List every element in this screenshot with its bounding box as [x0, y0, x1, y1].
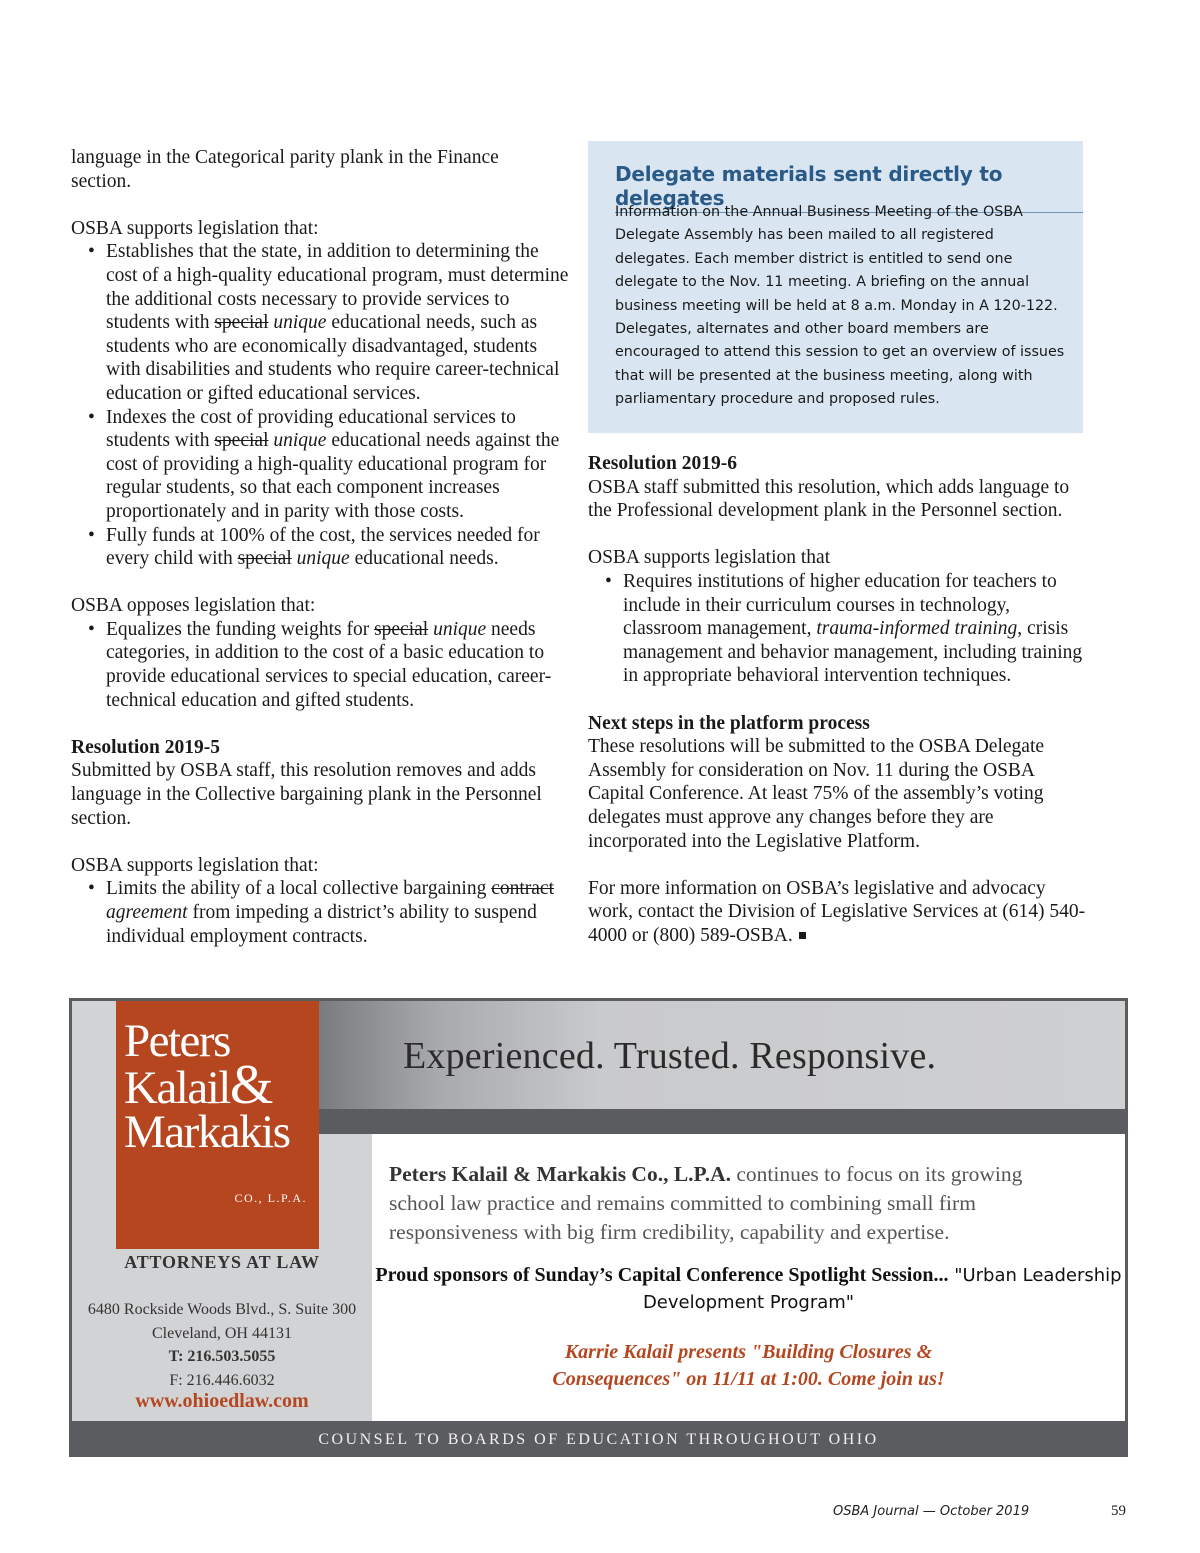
bullet-text: educational needs.: [349, 548, 499, 570]
inserted-word: unique: [296, 548, 350, 570]
logo-ampersand: &: [229, 1054, 272, 1116]
opposes-list: [71, 618, 569, 712]
left-column: [71, 146, 569, 948]
bullet-text: needs categories, in addition to the cost of a basic education to provide educational services to special education, career-technical education and gifted students.: [106, 618, 552, 711]
fax-number: F: 216.446.6032: [169, 1371, 275, 1389]
inserted-word: agreement: [106, 902, 188, 923]
ad-stripe: [319, 1109, 1125, 1134]
ad-footer-banner: COUNSEL TO BOARDS OF EDUCATION THROUGHOUT OHIO: [318, 1431, 879, 1448]
delegate-materials-sidebar: [588, 141, 1083, 433]
resolution-5-body: Submitted by OSBA staff, this resolution removes and adds language in the Collective bargaining plank in the Personnel section.: [71, 760, 542, 829]
resolution-5-list: [71, 877, 569, 948]
intro-text: [71, 146, 569, 193]
intro-line-1: language in the Categorical parity plank in the Finance: [71, 147, 499, 168]
inserted-word: unique: [433, 618, 487, 640]
bullet-text: Indexes the cost of providing educational services to students with: [106, 406, 516, 452]
firm-name: Peters Kalail & Markakis Co., L.P.A.: [389, 1162, 731, 1186]
struck-word: special: [214, 312, 269, 334]
list-item: [106, 406, 569, 524]
event-line: Karrie Kalail presents "Building Closures &: [564, 1341, 933, 1363]
list-item: [106, 618, 569, 712]
logo-line: Markakis: [124, 1106, 290, 1158]
bullet-text: from impeding a district’s ability to suspend individual employment contracts.: [106, 902, 537, 947]
intro-rest: continues to focus on its growing school law practice and remains committed to combining small firm responsiveness with big firm credibility, capability and expertise.: [389, 1162, 1023, 1244]
bullet-text: educational needs against the cost of providing a high-quality educational program for regular students, so that each component increases proportionately and in parity with those costs.: [106, 430, 560, 522]
list-item: [106, 240, 569, 405]
page-number: 59: [1111, 1503, 1126, 1519]
struck-word: special: [214, 430, 269, 452]
resolution-6-list: [588, 570, 1088, 688]
firm-logo: [116, 1001, 319, 1249]
sponsor-program: "Urban Leadership Development Program": [642, 1265, 1122, 1313]
address-line: Cleveland, OH 44131: [152, 1324, 292, 1342]
contact-text: [588, 877, 1088, 948]
list-item: [106, 524, 569, 571]
event-announcement: [372, 1339, 1125, 1393]
bullet-text: Equalizes the funding weights for: [106, 618, 375, 640]
supports-list: [71, 240, 569, 570]
list-item: [623, 570, 1088, 688]
resolution-5-supports-heading: OSBA supports legislation that:: [71, 854, 319, 876]
logo-wordmark: [124, 1015, 290, 1158]
bullet-text: , crisis management and behavior management, including training in appropriate behavioral intervention techniques.: [623, 618, 1083, 687]
bullet-text: Fully funds at 100% of the cost, the services needed for every child with: [106, 524, 540, 570]
event-line: Consequences" on 11/11 at 1:00. Come join us!: [552, 1368, 945, 1390]
struck-word: contract: [491, 878, 554, 900]
resolution-6-supports-heading: OSBA supports legislation that: [588, 547, 831, 569]
logo-subtitle: CO., L.P.A.: [234, 1191, 307, 1205]
phone-number: T: 216.503.5055: [168, 1348, 276, 1365]
resolution-6-title: Resolution 2019-6: [588, 453, 737, 474]
right-column: [588, 452, 1088, 947]
contact-sentence: For more information on OSBA’s legislative and advocacy work, contact the Division of Legislative Services at (614) 540-4000 or (800) 589-OSBA.: [588, 877, 1086, 946]
resolution-5-title: Resolution 2019-5: [71, 736, 220, 758]
struck-word: special: [374, 618, 429, 640]
sponsor-bold: Proud sponsors of Sunday’s Capital Conference Spotlight Session...: [375, 1264, 949, 1286]
intro-line-2: section.: [71, 170, 132, 192]
opposes-heading: OSBA opposes legislation that:: [71, 595, 316, 617]
firm-address: [72, 1298, 372, 1392]
bullet-text: Limits the ability of a local collective bargaining: [106, 878, 492, 900]
sidebar-title: Delegate materials sent directly to delegates: [615, 162, 1083, 213]
attorneys-label: ATTORNEYS AT LAW: [124, 1252, 320, 1272]
sponsor-text: [372, 1262, 1125, 1316]
firm-website-link[interactable]: www.ohioedlaw.com: [135, 1390, 309, 1412]
struck-word: special: [237, 548, 292, 570]
inserted-word: trauma-informed training: [816, 618, 1018, 640]
logo-line: Kalail: [124, 1062, 230, 1114]
bullet-text: educational needs, such as students who are economically disadvantaged, students with disabilities and students who require career-technical education or gifted educational services.: [106, 312, 560, 404]
bullet-text: Establishes that the state, in addition to determining the cost of a high-quality educational program, must determine the additional costs necessary to provide services to students with: [106, 241, 569, 334]
list-item: [106, 877, 569, 948]
journal-name: OSBA Journal — October 2019: [833, 1504, 1030, 1519]
address-line: 6480 Rockside Woods Blvd., S. Suite 300: [87, 1301, 357, 1318]
ad-intro-text: [389, 1160, 1049, 1247]
next-steps-body: These resolutions will be submitted to the OSBA Delegate Assembly for consideration on Nov. 11 during the OSBA Capital Conference. At least 75% of the assembly’s voting delegates must approve any changes before they are incorporated into the Legislative Platform.: [588, 736, 1045, 852]
sidebar-body: Information on the Annual Business Meeting of the OSBA Delegate Assembly has been mailed to all registered delegates. Each member district is entitled to send one delegate to the Nov. 11 meeting. A briefing on the annual business meeting will be held at 8 a.m. Monday in A 120-122. Delegates, alternates and other board members are encouraged to attend this session to get an overview of issues that will be presented at the business meeting, along with parliamentary procedure and proposed rules.: [615, 204, 1065, 408]
logo-line: Peters: [124, 1015, 230, 1067]
next-steps-title: Next steps in the platform process: [588, 712, 870, 734]
resolution-6-body: OSBA staff submitted this resolution, which adds language to the Professional development plank in the Personnel section.: [588, 476, 1070, 522]
inserted-word: unique: [273, 312, 327, 334]
ad-slogan: Experienced. Trusted. Responsive.: [403, 1035, 937, 1077]
end-mark-icon: [799, 932, 806, 939]
supports-heading: OSBA supports legislation that:: [71, 217, 319, 239]
bullet-text: Requires institutions of higher education for teachers to include in their curriculum courses in technology, classroom management,: [623, 570, 1057, 640]
inserted-word: unique: [273, 430, 327, 452]
law-firm-advertisement: [69, 998, 1128, 1457]
